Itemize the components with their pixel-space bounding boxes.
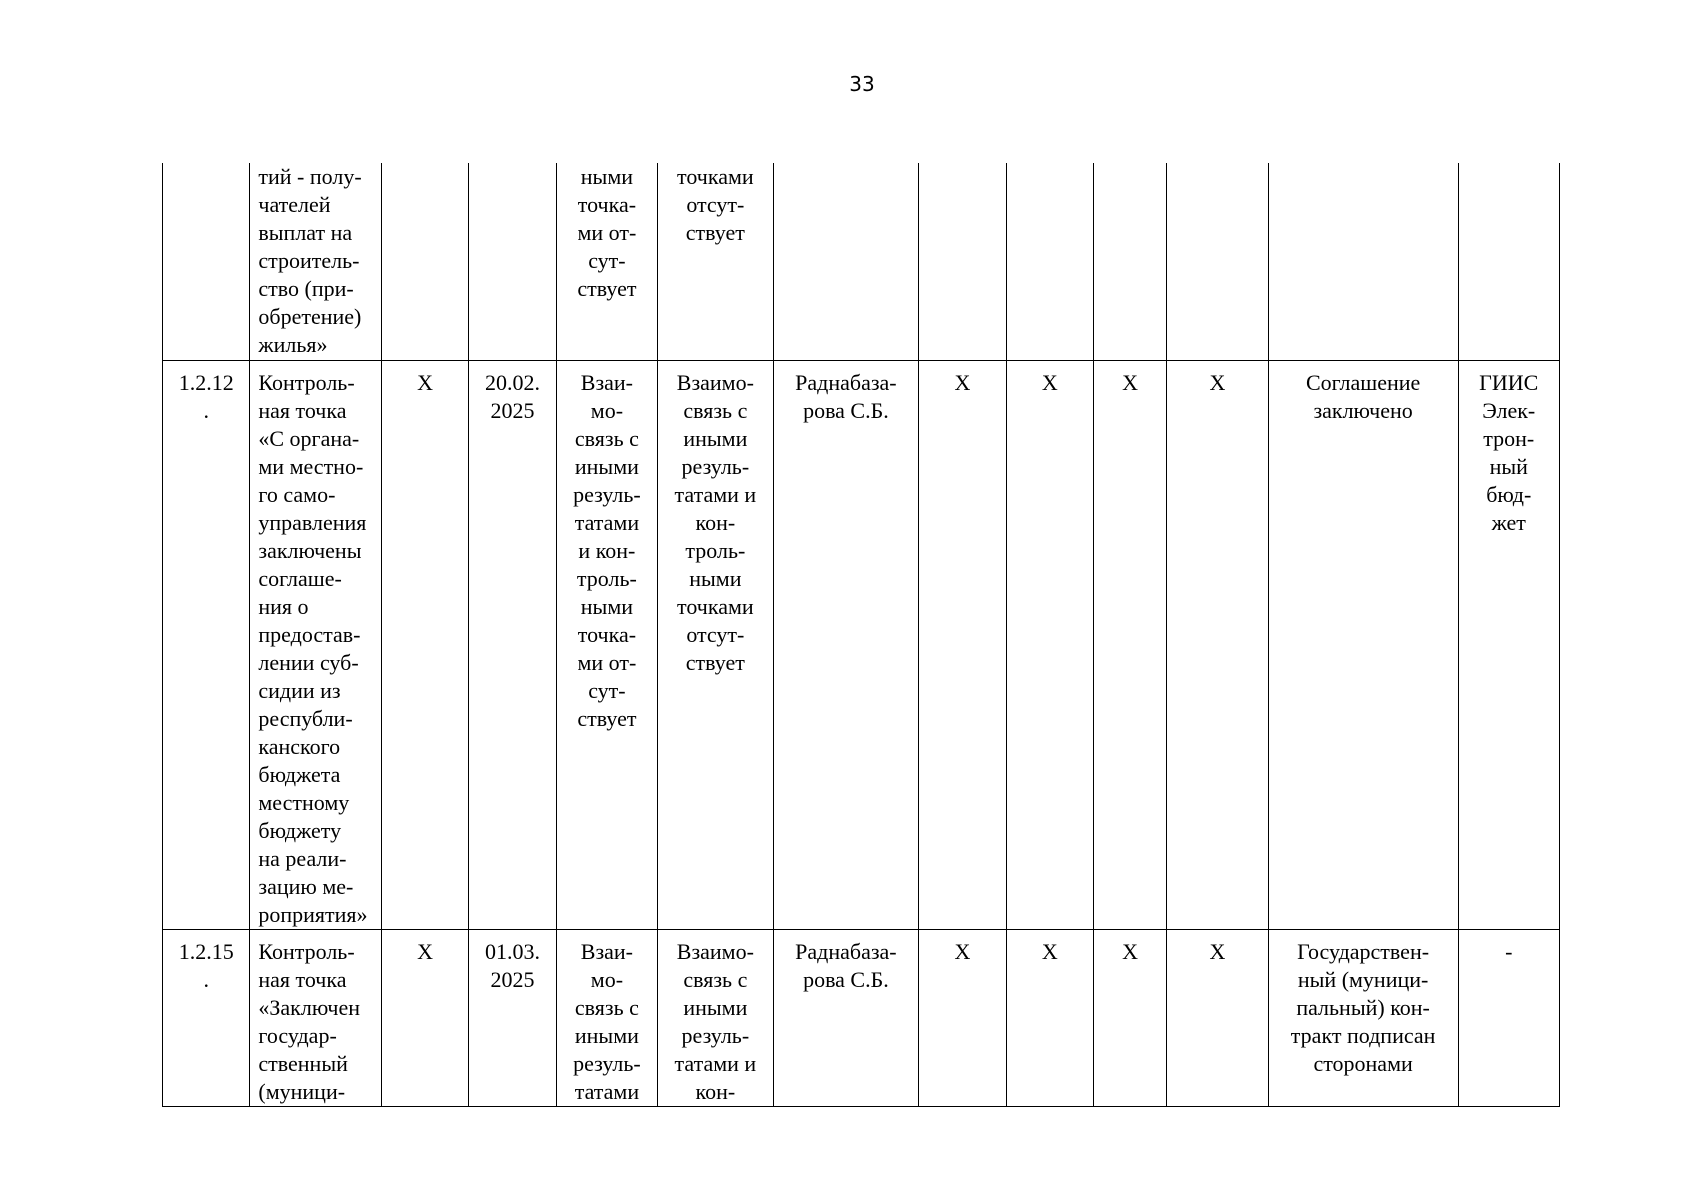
cell-number: 1.2.12 . <box>163 360 250 929</box>
cell-successor: Взаимо- связь с иными резуль- татами и кон- <box>658 929 773 1106</box>
cell-x4 <box>1167 163 1268 360</box>
cell-x3: Х <box>1093 929 1166 1106</box>
table-row <box>163 360 1560 929</box>
cell-x4: Х <box>1167 360 1268 929</box>
cell-name: Контроль- ная точка «С органа- ми местно- го само- управления заключены соглаше- ния о предостав- лении суб- сидии из республи- канского бюджета местному бюджету на реали- зацию ме- роприятия» <box>250 360 382 929</box>
cell-successor: точками отсут- ствует <box>658 163 773 360</box>
cell-predecessor: Взаи- мо- связь с иными резуль- татами и кон- троль- ными точка- ми от- сут- ствует <box>556 360 657 929</box>
cell-result: Соглашение заключено <box>1268 360 1458 929</box>
page-number: 33 <box>849 72 875 96</box>
cell-result <box>1268 163 1458 360</box>
cell-predecessor: Взаи- мо- связь с иными резуль- татами <box>556 929 657 1106</box>
cell-info-system: ГИИС Элек- трон- ный бюд- жет <box>1458 360 1559 929</box>
cell-date <box>469 163 556 360</box>
cell-date: 01.03. 2025 <box>469 929 556 1106</box>
cell-responsible: Раднабаза- рова С.Б. <box>773 360 919 929</box>
cell-date: 20.02. 2025 <box>469 360 556 929</box>
cell-x2: Х <box>1006 360 1093 929</box>
cell-x3 <box>1093 163 1166 360</box>
table-row <box>163 163 1560 360</box>
cell-x2 <box>1006 163 1093 360</box>
cell-x2: Х <box>1006 929 1093 1106</box>
cell-info-system: - <box>1458 929 1559 1106</box>
cell-info-system <box>1458 163 1559 360</box>
cell-successor: Взаимо- связь с иными резуль- татами и кон- троль- ными точками отсут- ствует <box>658 360 773 929</box>
control-points-table <box>162 163 1560 1107</box>
cell-base-value <box>381 163 468 360</box>
cell-x1: Х <box>919 360 1006 929</box>
table-row <box>163 929 1560 1106</box>
cell-x3: Х <box>1093 360 1166 929</box>
cell-name: Контроль- ная точка «Заключен государ- ственный (муници- <box>250 929 382 1106</box>
cell-base-value: Х <box>381 360 468 929</box>
cell-base-value: Х <box>381 929 468 1106</box>
cell-predecessor: ными точка- ми от- сут- ствует <box>556 163 657 360</box>
cell-x1 <box>919 163 1006 360</box>
cell-result: Государствен- ный (муници- пальный) кон- тракт подписан сторонами <box>1268 929 1458 1106</box>
cell-name: тий - полу- чателей выплат на строитель- ство (при- обретение) жилья» <box>250 163 382 360</box>
cell-x1: Х <box>919 929 1006 1106</box>
cell-x4: Х <box>1167 929 1268 1106</box>
cell-number: 1.2.15 . <box>163 929 250 1106</box>
cell-number <box>163 163 250 360</box>
cell-responsible <box>773 163 919 360</box>
cell-responsible: Раднабаза- рова С.Б. <box>773 929 919 1106</box>
